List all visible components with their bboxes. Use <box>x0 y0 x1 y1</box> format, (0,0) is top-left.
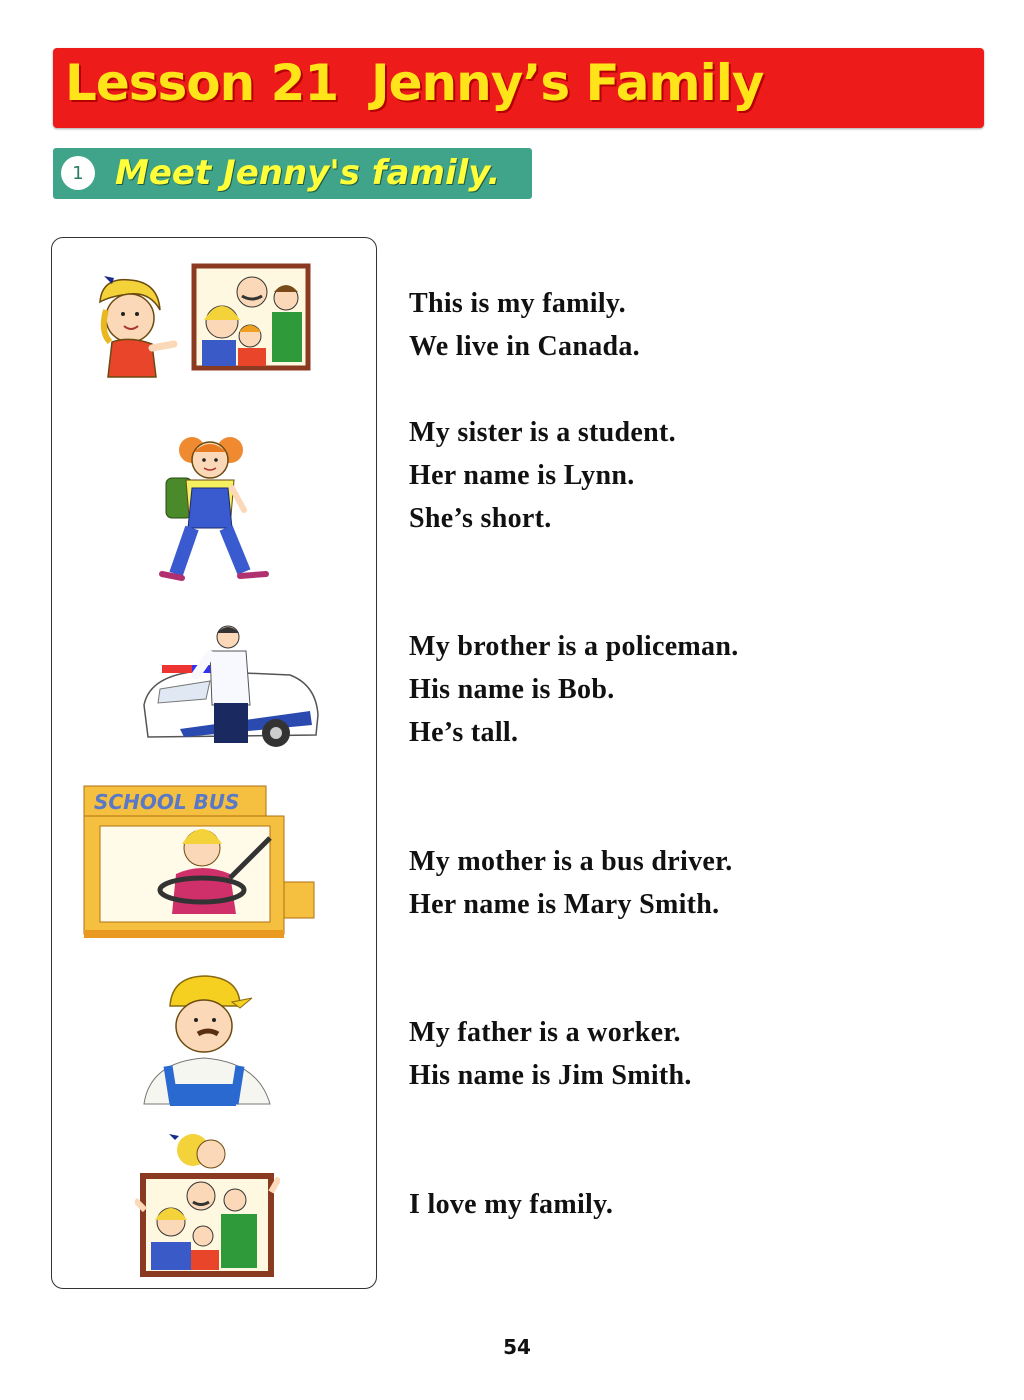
entry-line: His name is Jim Smith. <box>409 1060 692 1091</box>
section-banner <box>53 148 532 199</box>
page-number: 54 <box>503 1335 531 1359</box>
entry-line: My brother is a policeman. <box>409 631 739 662</box>
lesson-title-banner <box>53 48 984 128</box>
entry-line: My father is a worker. <box>409 1017 681 1048</box>
entry-line: He’s tall. <box>409 717 519 748</box>
section-title: Meet Jenny's family. <box>115 153 501 193</box>
school-bus-driver-illustration <box>80 782 322 942</box>
entry-line: Her name is Mary Smith. <box>409 889 720 920</box>
jenny-holding-portrait-illustration <box>135 1130 280 1280</box>
school-bus-sign: SCHOOL BUS <box>94 790 240 814</box>
entry-mother <box>409 840 733 926</box>
entry-line: Her name is Lynn. <box>409 460 635 491</box>
entry-brother <box>409 625 739 754</box>
entry-line: This is my family. <box>409 288 626 319</box>
entry-love <box>409 1183 613 1226</box>
sister-walking-illustration <box>140 428 280 586</box>
section-number-badge: 1 <box>61 156 95 190</box>
jenny-pointing-illustration <box>90 262 315 380</box>
entry-family <box>409 282 640 368</box>
lesson-title: Lesson 21 Jenny’s Family <box>65 54 764 112</box>
entry-line: My mother is a bus driver. <box>409 846 733 877</box>
entry-line: She’s short. <box>409 503 552 534</box>
entry-father <box>409 1011 692 1097</box>
entry-line: I love my family. <box>409 1189 614 1220</box>
entry-line: His name is Bob. <box>409 674 615 705</box>
entry-line: We live in Canada. <box>409 331 640 362</box>
policeman-car-illustration <box>140 625 320 750</box>
entry-sister <box>409 411 676 540</box>
father-worker-illustration <box>140 972 280 1107</box>
entry-line: My sister is a student. <box>409 417 676 448</box>
